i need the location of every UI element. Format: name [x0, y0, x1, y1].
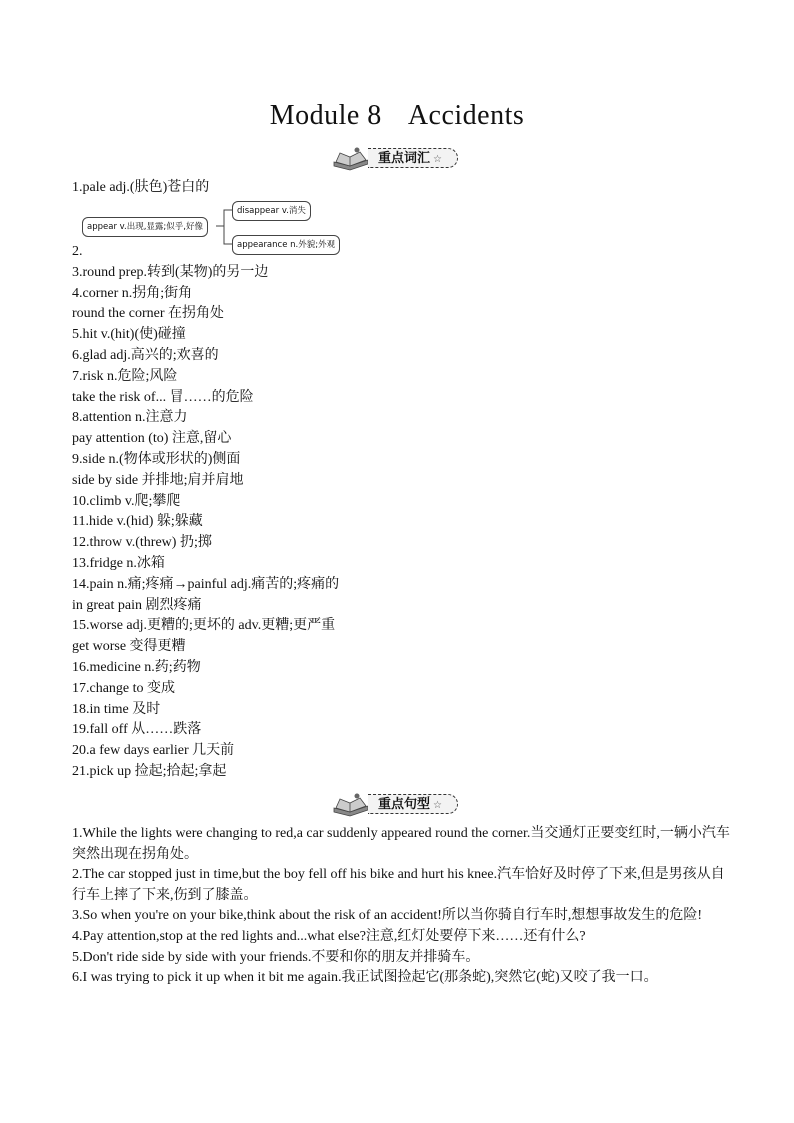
sentence-item: 6.I was trying to pick it up when it bit me again.我正试图捡起它(那条蛇),突然它(蛇)又咬了我一口。 — [72, 970, 658, 986]
vocab-item: 1.pale adj.(肤色)苍白的 — [72, 180, 210, 195]
vocab-item: 10.climb v.爬;攀爬 — [72, 493, 181, 509]
module-topic: Accidents — [407, 100, 525, 131]
vocab-item: in great pain 剧烈疼痛 — [72, 597, 202, 613]
vocab-item: 14.pain n.痛;疼痛→painful adj.痛苦的;疼痛的 — [72, 576, 340, 592]
vocab-item: 20.a few days earlier 几天前 — [72, 743, 235, 759]
vocab-item: 6.glad adj.高兴的;欢喜的 — [72, 347, 219, 363]
module-label: Module 8 — [269, 100, 382, 131]
vocab-item: take the risk of... 冒……的危险 — [72, 389, 254, 405]
vocab-item: 9.side n.(物体或形状的)侧面 — [72, 451, 241, 467]
sentence-item: 4.Pay attention,stop at the red lights and...what else?注意,红灯处要停下来……还有什么? — [72, 928, 586, 944]
vocab-item: 12.throw v.(threw) 扔;掷 — [72, 535, 212, 551]
vocab-list — [72, 242, 339, 783]
vocab-item: 5.hit v.(hit)(使)碰撞 — [72, 327, 186, 343]
vocab-item: side by side 并排地;肩并肩地 — [72, 472, 244, 488]
sentences-section-title: 重点句型 ☆ — [368, 794, 458, 814]
vocab-section-banner — [330, 144, 460, 172]
vocab-item: 21.pick up 捡起;拾起;拿起 — [72, 763, 227, 779]
vocab-item: 15.worse adj.更糟的;更坏的 adv.更糟;更严重 — [72, 618, 336, 634]
vocab-item: 19.fall off 从……跌落 — [72, 722, 202, 738]
sentence-item: 5.Don't ride side by side with your friends.不要和你的朋友并排骑车。 — [72, 949, 480, 965]
vocab-item: 17.change to 变成 — [72, 680, 176, 696]
diagram-center-word: appear v.出现,显露;似乎,好像 — [82, 217, 208, 237]
sentence-item: 1.While the lights were changing to red,a car suddenly appeared round the corner.当交通灯正要变红时,一辆小汽车突然出现在拐角处。 — [72, 826, 730, 862]
page-title — [0, 100, 794, 132]
vocab-section-title: 重点词汇 ☆ — [368, 148, 458, 168]
vocab-item: 4.corner n.拐角;街角 — [72, 285, 193, 301]
vocab-item: 8.attention n.注意力 — [72, 410, 188, 426]
vocab-item: 13.fridge n.冰箱 — [72, 555, 165, 571]
vocab-item: 7.risk n.危险;风险 — [72, 368, 178, 384]
diagram-bottom-word: appearance n.外貌;外观 — [232, 235, 340, 255]
vocab-item: 18.in time 及时 — [72, 701, 161, 717]
vocab-item: 16.medicine n.药;药物 — [72, 659, 201, 675]
vocab-item: 2. — [72, 244, 83, 259]
sentences-section-banner — [330, 790, 460, 818]
vocab-item: pay attention (to) 注意,留心 — [72, 431, 232, 447]
vocab-item: round the corner 在拐角处 — [72, 306, 225, 322]
sentence-item: 2.The car stopped just in time,but the boy fell off his bike and hurt his knee.汽车恰好及时停了下来,但是男孩从自行车上摔了下来,伤到了膝盖。 — [72, 867, 725, 903]
vocab-item: get worse 变得更糟 — [72, 639, 186, 655]
sentence-list — [72, 824, 732, 989]
diagram-top-word: disappear v.消失 — [232, 201, 311, 221]
vocab-first-line — [72, 178, 209, 199]
vocab-item: 3.round prep.转到(某物)的另一边 — [72, 264, 269, 280]
vocab-item: 11.hide v.(hid) 躲;躲藏 — [72, 514, 203, 530]
sentence-item: 3.So when you're on your bike,think about the risk of an accident!所以当你骑自行车时,想想事故发生的危险! — [72, 908, 703, 924]
